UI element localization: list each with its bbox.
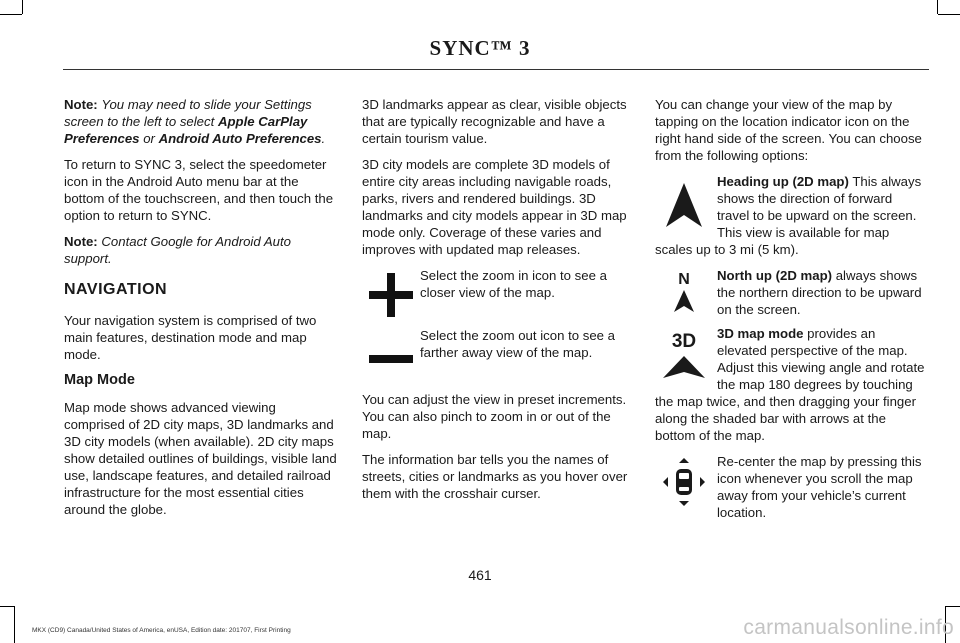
footer-edition-info: MKX (CD9) Canada/United States of America, enUSA, Edition date: 201707, First Printing [32, 627, 291, 634]
map-3d-icon [655, 325, 713, 387]
north-letter: N [678, 271, 690, 288]
crop-mark [0, 606, 14, 607]
heading-up-option [655, 173, 927, 258]
city-models-paragraph: 3D city models are complete 3D models of entire city areas including navigable roads, parks, rivers and rendered buildings. 3D landmarks and city models appear in 3D map mode only. Coverage of these varies and improves with updated map releases. [362, 157, 627, 257]
crop-mark [938, 14, 960, 15]
page-number: 461 [468, 567, 492, 583]
north-up-text [717, 267, 927, 318]
north-up-description: always shows the northern direction to be upward on the screen. [717, 268, 922, 317]
note-slide-settings [64, 96, 340, 147]
heading-up-description: This always shows the direction of forward travel to be upward on the screen. This view is available for map scales up to 3 mi (5 km). [655, 174, 922, 257]
north-up-label: North up (2D map) [717, 268, 833, 283]
zoom-in-row [362, 267, 634, 325]
apple-carplay-preferences: Apple CarPlay Preferences [64, 114, 308, 146]
crop-mark [0, 14, 22, 15]
zoom-in-icon [362, 267, 420, 323]
recenter-row [655, 453, 927, 521]
zoom-out-description: Select the zoom out icon to see a farther away view of the map. [420, 328, 615, 360]
column-right [655, 96, 927, 521]
note-label: Note: [64, 97, 98, 112]
map-3d-letters: 3D [671, 331, 697, 352]
column-left [64, 96, 340, 527]
navigation-intro-paragraph: Your navigation system is comprised of two main features, destination mode and map mode. [64, 313, 317, 362]
note-text: Contact Google for Android Auto support. [64, 234, 291, 266]
north-up-row [655, 267, 927, 319]
recenter-description: Re-center the map by pressing this icon whenever you scroll the map away from your vehicle’s current location. [717, 454, 922, 520]
zoom-out-row [362, 327, 634, 385]
note-period: . [321, 131, 326, 146]
page-header-title: SYNC™ 3 [429, 36, 531, 60]
change-view-paragraph: You can change your view of the map by tapping on the location indicator icon on the right hand side of the screen. You can choose from the following options: [655, 97, 922, 163]
note-google-support [64, 233, 340, 267]
north-up-icon [655, 267, 713, 319]
map-3d-option [655, 325, 927, 444]
zoom-in-description: Select the zoom in icon to see a closer view of the map. [420, 268, 607, 300]
watermark: carmanualsonline.info [743, 616, 954, 639]
landmarks-paragraph: 3D landmarks appear as clear, visible objects that are typically recognizable and have a certain tourism value. [362, 97, 627, 146]
map-mode-paragraph: Map mode shows advanced viewing comprised of 2D city maps, 3D landmarks and 3D city models (when available). 2D city maps show detailed outlines of buildings, visible land use, landscape features, and detailed railroad infrastructure for the most essential cities around the globe. [64, 400, 337, 517]
heading-up-label: Heading up (2D map) [717, 174, 849, 189]
header-rule [63, 69, 929, 70]
subheading-map-mode: Map Mode [64, 372, 135, 388]
crop-mark [14, 606, 15, 643]
heading-up-icon [655, 173, 713, 237]
recenter-icon [655, 453, 713, 511]
section-heading-navigation: NAVIGATION [64, 281, 168, 298]
crop-mark [937, 0, 938, 14]
preset-increments-paragraph: You can adjust the view in preset increments. You can also pinch to zoom in or out of the map. [362, 392, 627, 441]
crop-mark [946, 606, 960, 607]
return-to-sync-paragraph: To return to SYNC 3, select the speedometer icon in the Android Auto menu bar at the bottom of the touchscreen, and then touch the option to return to SYNC. [64, 157, 334, 223]
map-3d-description: provides an elevated perspective of the map. Adjust this viewing angle and rotate the map 180 degrees by touching the map twice, and then dragging your finger along the shaded bar with arrows at the bottom of the map. [655, 326, 925, 443]
zoom-out-icon [362, 327, 420, 379]
column-middle [362, 96, 634, 511]
note-text: You may need to slide your Settings screen to the left to select [64, 97, 312, 129]
crop-mark [22, 0, 23, 14]
information-bar-paragraph: The information bar tells you the names of streets, cities or landmarks as you hover over them with the crosshair curser. [362, 452, 628, 501]
note-label: Note: [64, 234, 98, 249]
note-or: or [143, 131, 155, 146]
map-3d-label: 3D map mode [717, 326, 804, 341]
android-auto-preferences: Android Auto Preferences [158, 131, 322, 146]
